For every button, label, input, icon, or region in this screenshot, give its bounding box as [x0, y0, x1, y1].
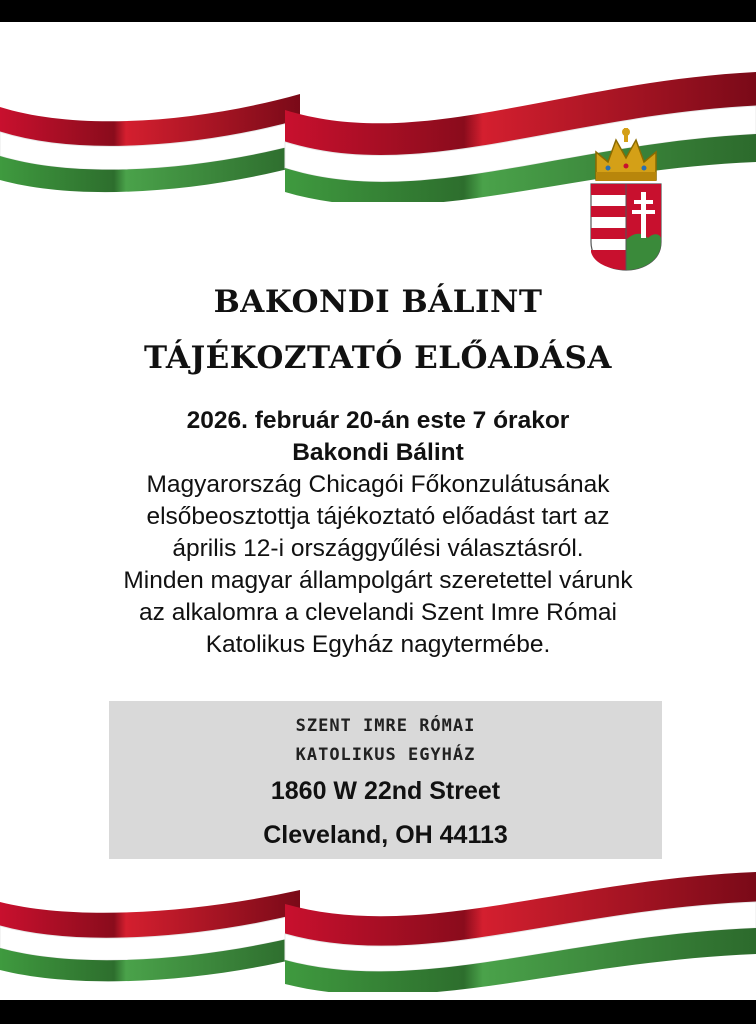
address-box	[109, 701, 662, 859]
city-address: Cleveland, OH 44113	[263, 821, 508, 849]
title-line-2: TÁJÉKOZTATÓ ELŐADÁSA	[144, 340, 612, 376]
street-address: 1860 W 22nd Street	[270, 777, 501, 805]
body-line: április 12-i országgyűlési választásról.	[172, 535, 584, 562]
body-line: Magyarország Chicagói Főkonzulátusának	[146, 471, 610, 498]
speaker-name: Bakondi Bálint	[292, 439, 464, 466]
event-description	[0, 405, 756, 661]
body-line: Katolikus Egyház nagytermébe.	[205, 631, 551, 658]
venue-name-line-1: SZENT IMRE RÓMAI	[295, 716, 476, 736]
body-line: Minden magyar állampolgárt szeretettel várunk	[123, 567, 633, 594]
body-line: az alkalomra a clevelandi Szent Imre Római	[139, 599, 617, 626]
venue-name-line-2: KATOLIKUS EGYHÁZ	[295, 745, 476, 765]
title-line-1: BAKONDI BÁLINT	[213, 284, 543, 320]
coat-of-arms-icon	[586, 122, 666, 272]
flag-ribbon-bottom-icon	[0, 862, 756, 992]
flyer-page	[0, 22, 756, 1000]
event-date: 2026. február 20-án este 7 órakor	[186, 407, 570, 434]
body-line: elsőbeosztottja tájékoztató előadást tart az	[146, 503, 610, 530]
